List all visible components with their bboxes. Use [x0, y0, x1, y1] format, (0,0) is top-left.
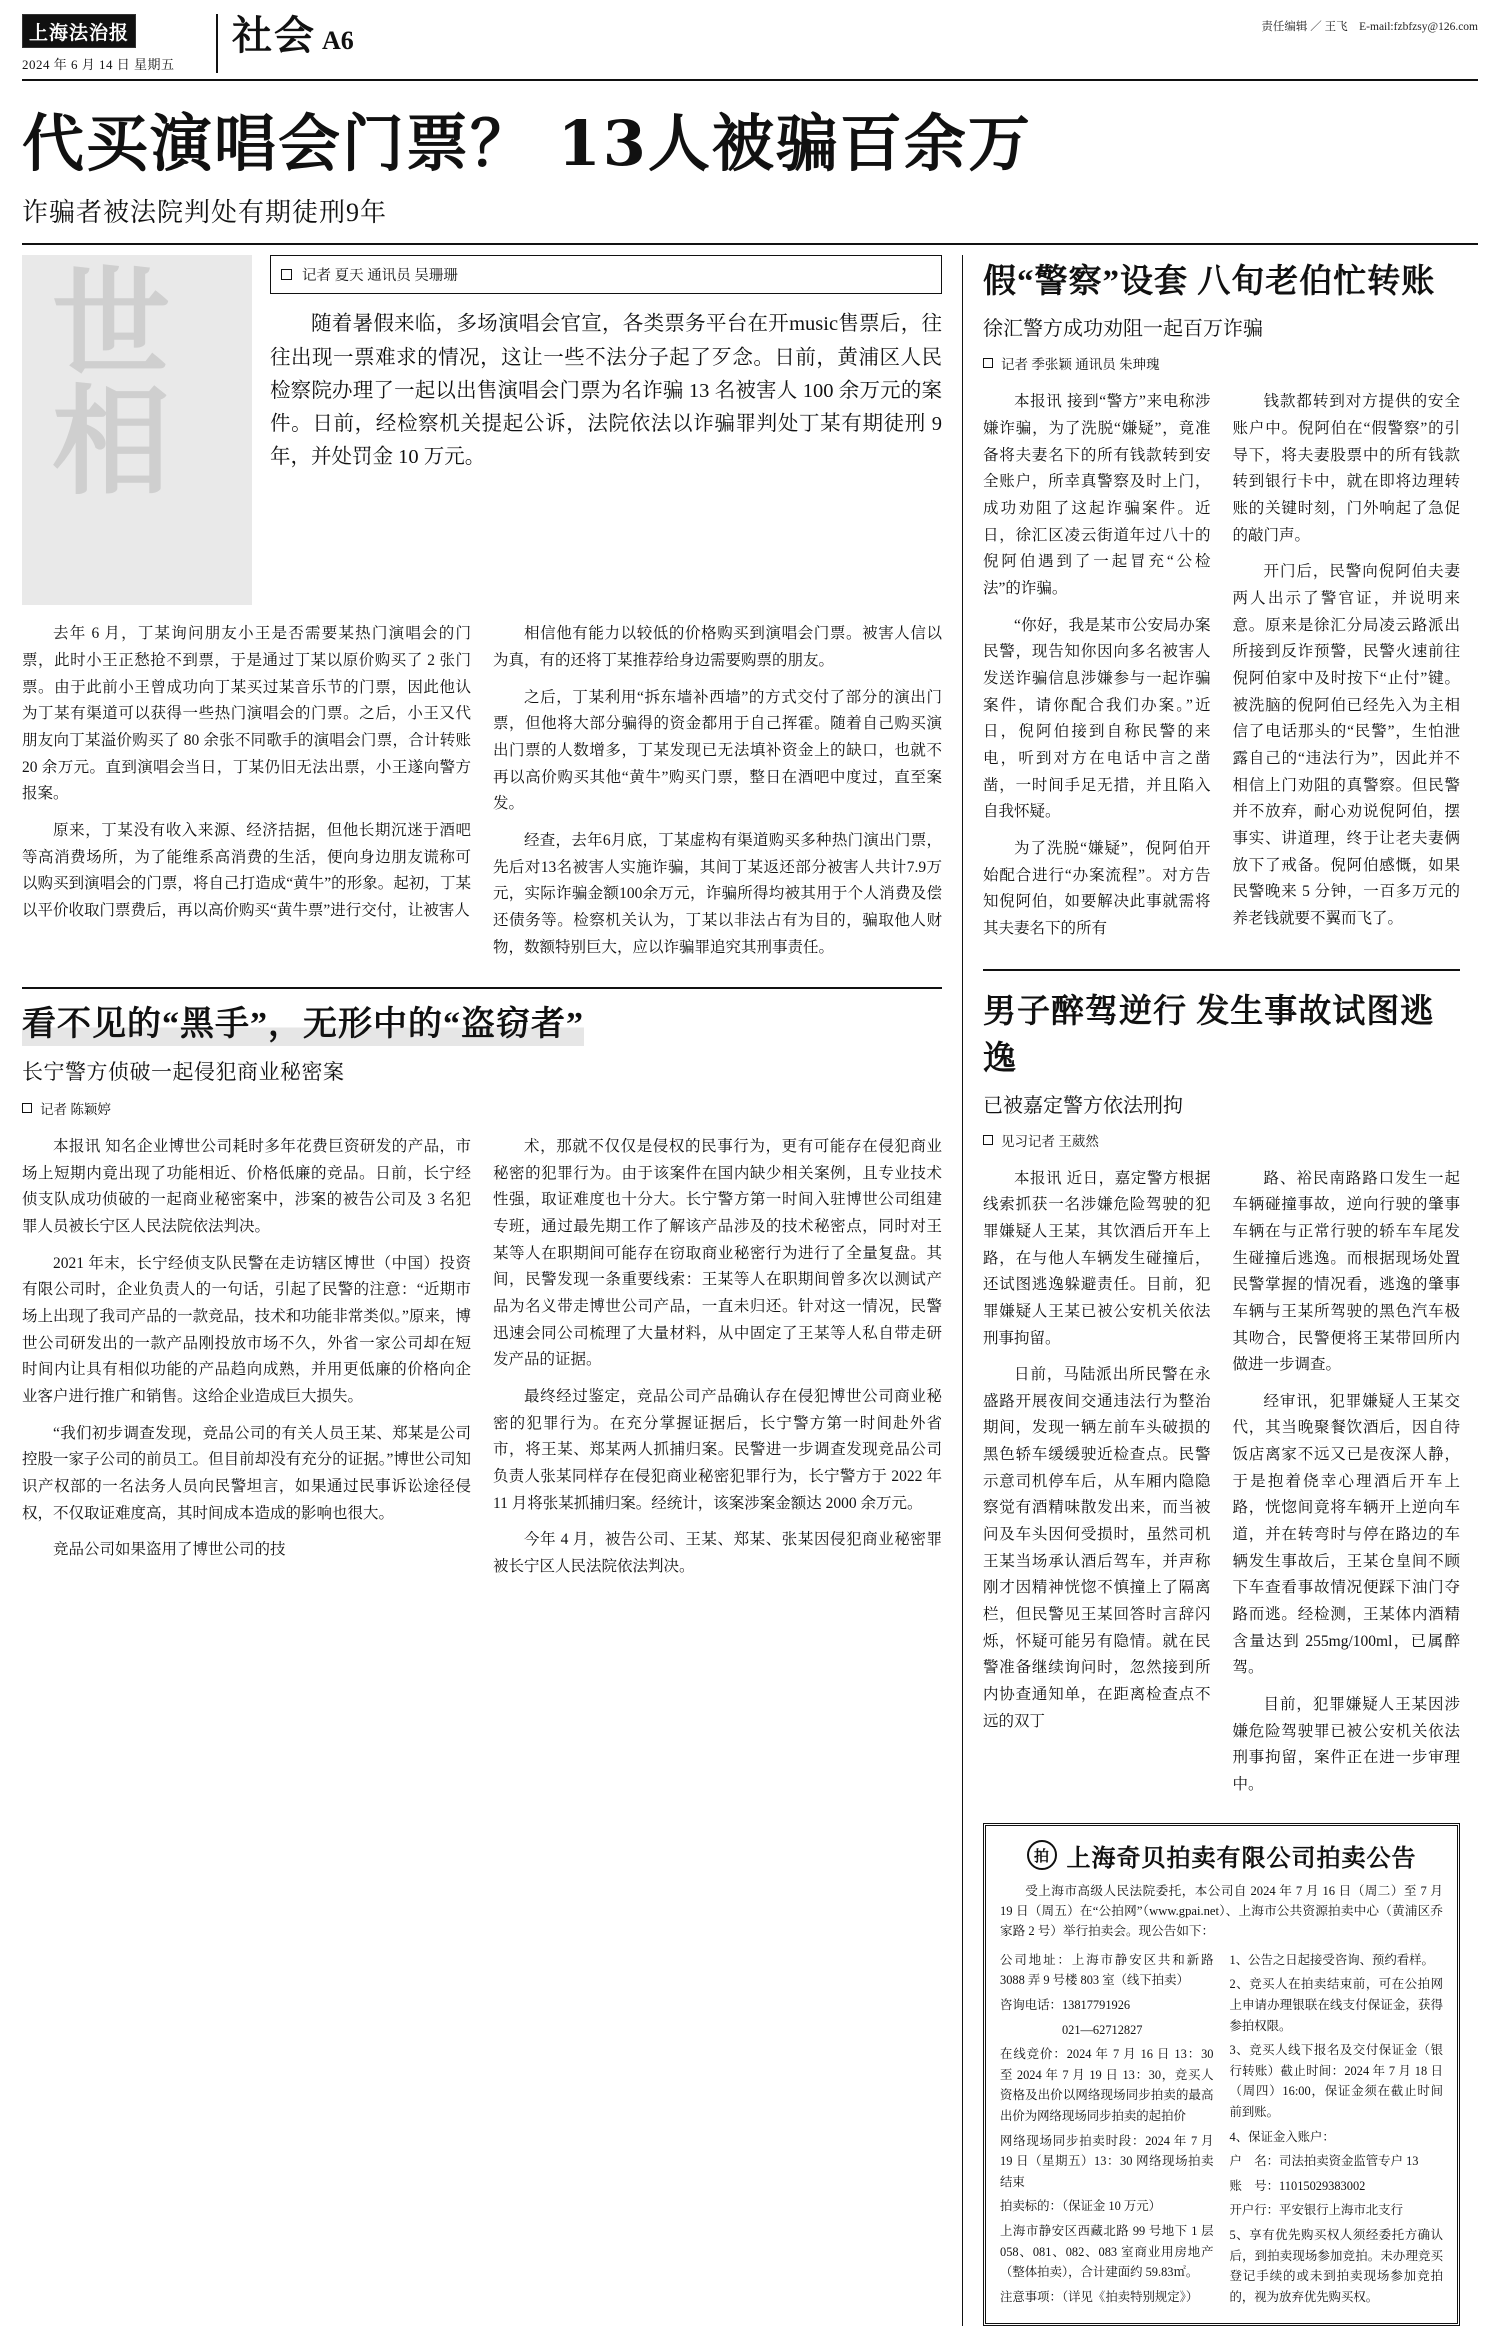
story-2-columns — [22, 1134, 942, 1591]
paragraph: 经查，去年6月底，丁某虚构有渠道购买多种热门演出门票，先后对13名被害人实施诈骗，其间丁某返还部分被害人共计7.9万元，实际诈骗金额100余万元，诈骗所得均被其用于个人消费及偿还债务等。检察机关认为，丁某以非法占有为目的，骗取他人财物，数额特别巨大，应以诈骗罪追究其刑事责任。 — [493, 832, 942, 956]
right-story-2-columns — [983, 1166, 1460, 1809]
lead-paragraph: 随着暑假来临，多场演唱会官宣，各类票务平台在开music售票后，往往出现一票难求的情况，这让一些不法分子起了歹念。日前，黄浦区人民检察院办理了一起以出售演唱会门票为名诈骗 13 名被害人 100 余万元的案件。日前，经检察机关提起公诉，法院依法以诈骗罪判处丁某有期徒刑 9 年，并处罚金 10 万元。 — [270, 313, 942, 469]
page-subtitle: 诈骗者被法院判处有期徒刑9年 — [22, 198, 388, 228]
paragraph: 相信他有能力以较低的价格购买到演唱会门票。被害人信以为真，有的还将丁某推荐给身边需要购票的朋友。 — [493, 625, 942, 670]
paragraph: 原来，丁某没有收入来源、经济拮据，但他长期沉迷于酒吧等高消费场所，为了能维系高消费的生活，便向身边朋友谎称可以购买到演唱会的门票，将自己打造成“黄牛”的形象。起初，丁某以平价收取门票费后，再以高价购买“黄牛票”进行交付，让被害人 — [22, 822, 471, 919]
byline-text: 记者 夏天 通讯员 吴珊珊 — [302, 268, 458, 285]
byline — [983, 1130, 1460, 1150]
paragraph: 经审讯，犯罪嫌疑人王某交代，其当晚聚餐饮酒后，因自待饭店离家不远又已是夜深人静，于是抱着侥幸心理酒后开车上路，恍惚间竟将车辆开上逆向车道，并在转弯时与停在路边的车辆发生事故后，王某仓皇间不顾下车查看事故情况便踩下油门夺路而逃。经检测，王某体内酒精含量达到 255mg/100ml，已属醉驾。 — [1232, 1392, 1460, 1677]
col-1 — [983, 389, 1211, 952]
story-2-col-2 — [493, 1134, 942, 1591]
auction-line: 3、竞买人线下报名及交付保证金（银行转账）截止时间：2024 年 7 月 18 日（周四）16:00，保证金须在截止时间前到账。 — [1229, 2043, 1443, 2119]
auction-line: 拍卖标的：（保证金 10 万元） — [1000, 2199, 1162, 2214]
paragraph: 去年 6 月，丁某询问朋友小王是否需要某热门演唱会的门票，此时小王正愁抢不到票，于是通过丁某以原价购买了 2 张门票。由于此前小王曾成功向丁某买过某音乐节的门票，因此他认为丁某有渠道可以获得一些热门演唱会的门票。之后，小王又代朋友向丁某溢价购买了 80 余张不同歌手的演唱会门票，合计转账 20 余万元。直到演唱会当日，丁某仍旧无法出票，小王遂向警方报案。 — [22, 625, 471, 803]
publication-date: 2024 年 6 月 14 日 星期五 — [22, 57, 175, 72]
masthead-left — [22, 14, 202, 73]
auction-line: 5、享有优先购买权人须经委托方确认后，到拍卖现场参加竞拍。未办理竞买登记手续的或未到拍卖现场参加竞拍的，视为放弃优先购买权。 — [1229, 2227, 1443, 2304]
story-title: 假“警察”设套 八旬老伯忙转账 — [983, 264, 1436, 301]
page-title: 代买演唱会门票？ 13人被骗百余万 — [22, 107, 1032, 180]
left-column — [22, 255, 962, 2326]
auction-header — [1000, 1838, 1443, 1873]
newspaper-logo: 上海法治报 — [22, 14, 136, 48]
lead-story — [22, 255, 942, 605]
decorative-artwork — [22, 255, 252, 605]
story-2-col-1 — [22, 1134, 471, 1591]
paragraph: 竞品公司如果盗用了博世公司的技 — [53, 1541, 286, 1559]
auction-columns — [1000, 1950, 1443, 2312]
auction-line: 公司地址：上海市静安区共和新路 3088 弄 9 号楼 803 室（线下拍卖） — [1000, 1952, 1214, 1988]
story-subtitle: 徐汇警方成功劝阻一起百万诈骗 — [983, 318, 1263, 341]
auction-col-right — [1230, 1950, 1444, 2312]
bullet-square-icon — [22, 1103, 32, 1113]
story-title: 男子醉驾逆行 发生事故试图逃逸 — [983, 993, 1435, 1077]
byline-text: 见习记者 王葳然 — [1001, 1133, 1099, 1149]
editor-label: 责任编辑 — [1261, 21, 1308, 33]
paragraph: 2021 年末，长宁经侦支队民警在走访辖区博世（中国）投资有限公司时，企业负责人的一句话，引起了民警的注意：“近期市场上出现了我司产品的一款竞品，技术和功能非常类似。”原来，博世公司研发出的一款产品刚投放市场不久，外省一家公司却在短时间内让具有相似功能的产品趋向成熟，并用更低廉的价格向企业客户进行推广和销售。这给企业造成巨大损失。 — [22, 1254, 471, 1406]
masthead — [22, 14, 1478, 81]
col-2 — [1233, 389, 1461, 952]
artwork-watermark: 世相 — [34, 261, 165, 498]
auction-line: 1、公告之日起接受咨询、预约看样。 — [1229, 1952, 1434, 1967]
auction-title: 上海奇贝拍卖有限公司拍卖公告 — [1066, 1845, 1417, 1872]
auction-logo-icon: 拍 — [1027, 1840, 1057, 1870]
right-column — [962, 255, 1460, 2326]
col-2 — [1233, 1166, 1461, 1809]
masthead-divider — [216, 14, 218, 73]
content-area — [22, 255, 1478, 2326]
byline-text: 记者 陈颖婷 — [40, 1102, 111, 1118]
paragraph: 本报讯 接到“警方”来电称涉嫌诈骗，为了洗脱“嫌疑”，竟准备将夫妻名下的所有钱款转到安全账户，所幸真警察及时上门，成功劝阻了这起诈骗案件。近日，徐汇区凌云街道年过八十的倪阿伯遇到了一起冒充“公检法”的诈骗。 — [983, 393, 1211, 598]
story-title: 看不见的“黑手”，无形中的“盗窃者” — [22, 1005, 584, 1046]
paragraph: 钱款都转到对方提供的安全账户中。倪阿伯在“假警察”的引导下，将夫妻股票中的所有钱款转到银行卡中，就在即将边理转账的关键时刻，门外响起了急促的敲门声。 — [1232, 393, 1460, 544]
auction-col-left — [1000, 1950, 1214, 2312]
paragraph: 今年 4 月，被告公司、王某、郑某、张某因侵犯商业秘密罪被长宁区人民法院依法判决。 — [493, 1531, 942, 1575]
editor-info: 责任编辑 ／ 王飞 E-mail:fzbfzsy@126.com — [1261, 21, 1478, 33]
paragraph: 本报讯 知名企业博世公司耗时多年花费巨资研发的产品，市场上短期内竟出现了功能相近、价格低廉的竞品。日前，长宁经侦支队成功侦破的一起商业秘密案中，涉案的被告公司及 3 名犯罪人员被长宁区人民法院依法判决。 — [22, 1138, 471, 1236]
paragraph: 术，那就不仅仅是侵权的民事行为，更有可能存在侵犯商业秘密的犯罪行为。由于该案件在国内缺少相关案例，且专业技术性强，取证难度也十分大。长宁警方第一时间入驻博世公司组建专班，通过最先期工作了解该产品涉及的技术秘密点，同时对王某等人在职期间可能存在窃取商业秘密行为进行了全量复盘。其间，民警发现一条重要线索：王某等人在职期间曾多次以测试产品为名义带走博世公司产品，一直未归还。针对这一情况，民警迅速会同公司梳理了大量材料，从中固定了王某等人私自带走研发产品的证据。 — [493, 1138, 942, 1369]
main-headline-block — [22, 81, 1478, 245]
auction-line: 户 名：司法拍卖资金监管专户 13 — [1229, 2154, 1419, 2169]
auction-line: 4、保证金入账户： — [1229, 2129, 1335, 2144]
auction-line: 开户行：平安银行上海市北支行 — [1229, 2203, 1403, 2218]
lead-text — [270, 255, 942, 605]
story-subtitle: 已被嘉定警方依法刑拘 — [983, 1094, 1183, 1117]
bullet-square-icon — [983, 1135, 993, 1145]
auction-notice — [983, 1823, 1460, 2326]
paragraph: “你好，我是某市公安局办案民警，现告知你因向多名被害人发送诈骗信息涉嫌参与一起诈骗案件，请你配合我们办案。”近日，倪阿伯接到自称民警的来电，听到对方在电话中言之凿凿，一时间手足无措，并且陷入自我怀疑。 — [983, 616, 1211, 821]
right-story-1-columns — [983, 389, 1460, 952]
page-number: A6 — [322, 26, 354, 55]
byline — [983, 353, 1460, 373]
paragraph: 目前，犯罪嫌疑人王某因涉嫌危险驾驶罪已被公安机关依法刑事拘留，案件正在进一步审理中。 — [1232, 1696, 1460, 1793]
auction-line: 2、竞买人在拍卖结束前，可在公拍网上申请办理银联在线支付保证金，获得参拍权限。 — [1229, 1977, 1443, 2033]
left-story-2 — [22, 987, 942, 1590]
auction-line: 021—62712827 — [1000, 2022, 1143, 2037]
byline — [270, 255, 942, 294]
col-1 — [983, 1166, 1211, 1809]
story-subtitle: 长宁警方侦破一起侵犯商业秘密案 — [22, 1060, 345, 1085]
right-story-1 — [983, 255, 1460, 952]
bullet-square-icon — [281, 269, 292, 280]
auction-line: 咨询电话：13817791926 — [1000, 1998, 1131, 2013]
paragraph: 路、裕民南路路口发生一起车辆碰撞事故，逆向行驶的肇事车辆在与正常行驶的轿车车尾发生碰撞后逃逸。而根据现场处置民警掌握的情况看，逃逸的肇事车辆与王某所驾驶的黑色汽车极其吻合，民警便将王某带回所内做进一步调查。 — [1232, 1169, 1460, 1374]
paragraph: 日前，马陆派出所民警在永盛路开展夜间交通违法行为整治期间，发现一辆左前车头破损的黑色轿车缓缓驶近检查点。民警示意司机停车后，从车厢内隐隐察觉有酒精味散发出来，而当被问及车头因何受损时，虽然司机王某当场承认酒后驾车，并声称刚才因精神恍惚不慎撞上了隔离栏，但民警见王某回答时言辞闪烁，怀疑可能另有隐情。就在民警准备继续询问时，忽然接到所内协查通知单，在距离检查点不远的双丁 — [983, 1366, 1211, 1730]
paragraph: “我们初步调查发现，竞品公司的有关人员王某、郑某是公司控股一家子公司的前员工。但目前却没有充分的证据。”博世公司知识产权部的一名法务人员向民警坦言，如果通过民事诉讼途径侵权，不仅取证难度高，其时间成本造成的影响也很大。 — [22, 1424, 471, 1522]
auction-intro: 受上海市高级人民法院委托，本公司自 2024 年 7 月 16 日（周二）至 7 月 19 日（周五）在“公拍网”（www.gpai.net）、上海市公共资源拍卖中心（黄浦区乔家路 2 号）举行拍卖会。现公告如下： — [1000, 1883, 1443, 1939]
auction-line: 网络现场同步拍卖时段：2024 年 7 月 19 日（星期五）13：30 网络现场拍卖结束 — [1000, 2133, 1214, 2189]
editor-name: 王飞 — [1324, 21, 1348, 33]
paragraph: 为了洗脱“嫌疑”，倪阿伯开始配合进行“办案流程”。对方告知倪阿伯，如要解决此事就需将其夫妻名下的所有 — [983, 839, 1211, 937]
byline-text: 记者 季张颖 通讯员 朱珅瑰 — [1001, 357, 1160, 373]
lead-body-columns — [22, 621, 942, 971]
paragraph: 之后，丁某利用“拆东墙补西墙”的方式交付了部分的演出门票，但他将大部分骗得的资金都用于自己挥霍。随着自己购买演出门票的人数增多，丁某发现已无法填补资金上的缺口，也就不再以高价购买其他“黄牛”购买门票，整日在酒吧中度过，直至案发。 — [493, 688, 942, 813]
editor-email: E-mail:fzbfzsy@126.com — [1359, 21, 1478, 33]
lead-body-col-2 — [493, 621, 942, 971]
paragraph: 开门后，民警向倪阿伯夫妻两人出示了警官证，并说明来意。原来是徐汇分局凌云路派出所接到反诈预警，民警火速前往倪阿伯家中及时按下“止付”键。被洗脑的倪阿伯已经先入为主相信了电话那头的“民警”，生怕泄露自己的“违法行为”，因此并不相信上门劝阻的真警察。但民警并不放弃，耐心劝说倪阿伯，摆事实、讲道理，终于让老夫妻俩放下了戒备。倪阿伯感慨，如果民警晚来 5 分钟，一百多万元的养老钱就要不翼而飞了。 — [1232, 563, 1460, 927]
lead-body-col-1 — [22, 621, 471, 971]
auction-line: 在线竞价：2024 年 7 月 16 日 13：30 至 2024 年 7 月 19 日 13：30，竞买人资格及出价以网络现场同步拍卖的最高出价为网络现场同步拍卖的起拍价 — [1000, 2047, 1214, 2123]
right-story-2 — [983, 969, 1460, 1809]
bullet-square-icon — [983, 358, 993, 368]
byline — [22, 1098, 942, 1118]
auction-line: 注意事项：（详见《拍卖特别规定》） — [1000, 2289, 1199, 2304]
auction-line: 账 号：11015029383002 — [1229, 2178, 1366, 2193]
section-name: 社会 — [232, 13, 316, 58]
auction-line: 上海市静安区西藏北路 99 号地下 1 层 058、081、082、083 室商业用房地产（整体拍卖），合计建面约 59.83㎡。 — [1000, 2223, 1214, 2280]
paragraph: 最终经过鉴定，竞品公司产品确认存在侵犯博世公司商业秘密的犯罪行为。在充分掌握证据后，长宁警方第一时间赴外省市，将王某、郑某两人抓捕归案。民警进一步调查发现竞品公司负责人张某同样存在侵犯商业秘密犯罪行为，长宁警方于 2022 年 11 月将张某抓捕归案。经统计，该案涉案金额达 2000 余万元。 — [493, 1388, 942, 1512]
paragraph: 本报讯 近日，嘉定警方根据线索抓获一名涉嫌危险驾驶的犯罪嫌疑人王某，其饮酒后开车上路，在与他人车辆发生碰撞后，还试图逃逸躲避责任。目前，犯罪嫌疑人王某已被公安机关依法刑事拘留。 — [983, 1169, 1211, 1347]
